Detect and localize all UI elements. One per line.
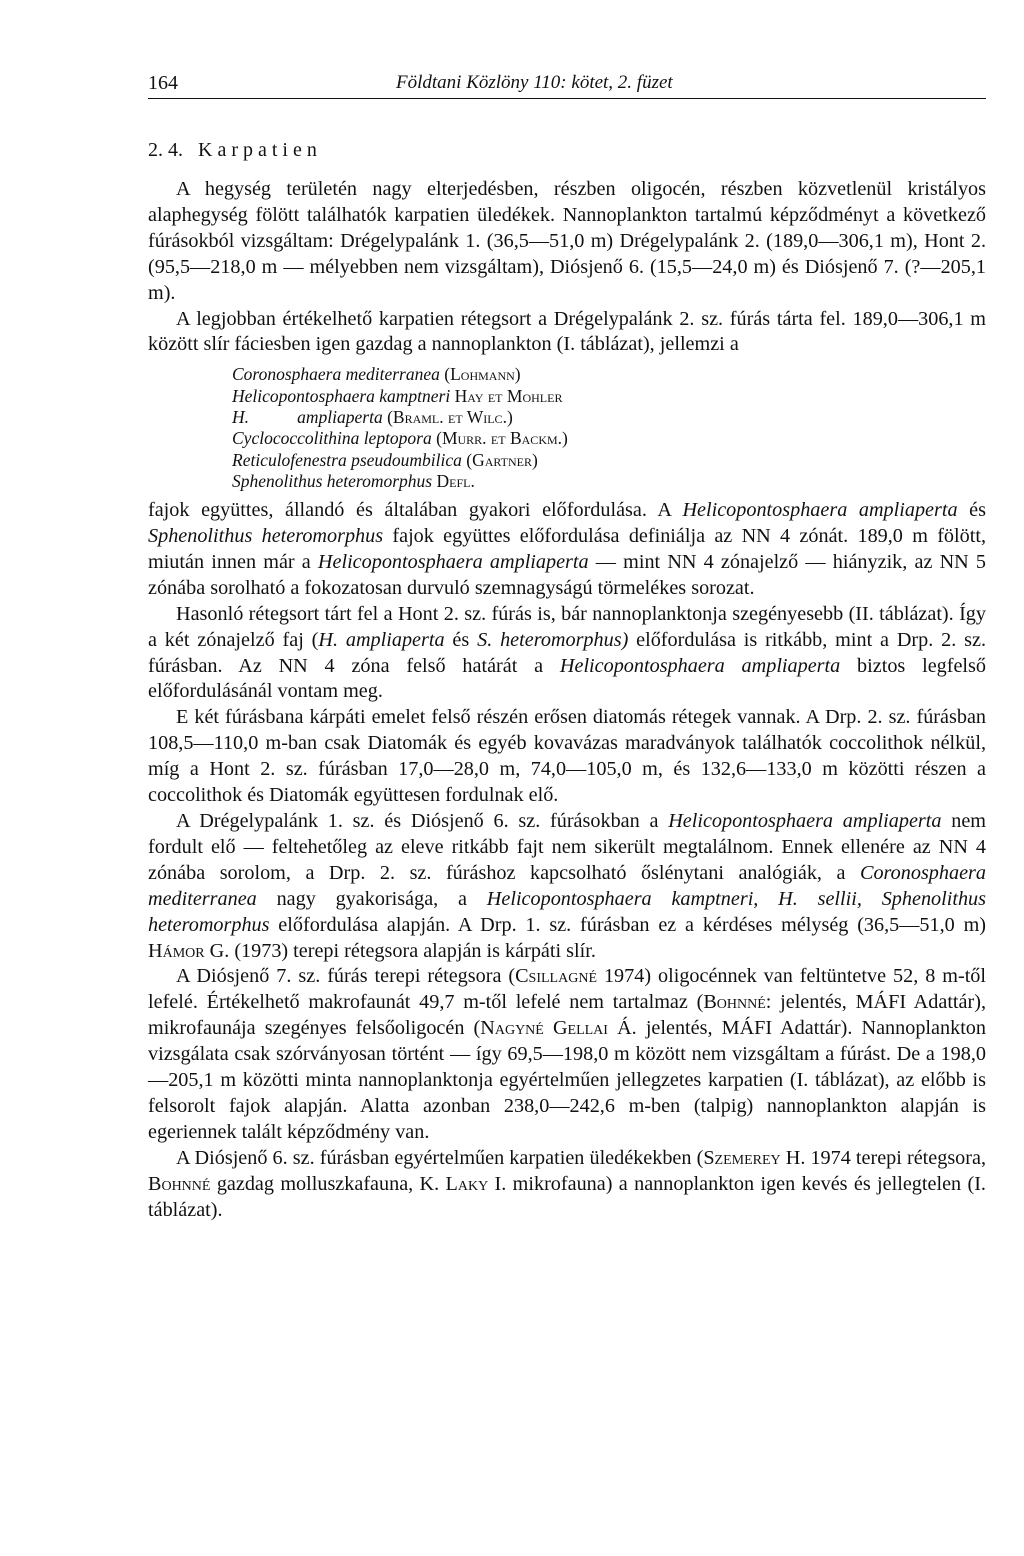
text-run: I. mikrofauna) a nannoplankton igen kevés és jellegtelen (I. táblázat). — [148, 1172, 986, 1221]
species-name: Sphenolithus heteromorphus — [148, 525, 384, 548]
species-name: H. ampliaperta — [232, 406, 383, 427]
species-item — [232, 450, 986, 471]
author-name: Laky — [445, 1172, 489, 1195]
text-run: G. (1973) terepi rétegsora alapján is kárpáti slír. — [204, 939, 596, 962]
running-title: Földtani Közlöny 110: kötet, 2. füzet — [396, 72, 673, 93]
paragraph — [148, 602, 986, 706]
text-run: H. 1974 terepi rétegsora, — [780, 1146, 987, 1169]
text-run: Á. jelentés, MÁFI Adattár). Nannoplankton vizsgálata csak szórványosan történt — így 69,5—198,0 m között nem vizsgáltam a fúrást. De a 198,0—205,1 m közötti minta nannoplanktonja egyértelműen jellegzetes karpatien (I. táblázat), az előbb is felsorolt fajok alapján. Alatta azonban 238,0—242,6 m-ben (talpig) nannoplankton alapján is egeriennek talált képződmény van. — [148, 1017, 986, 1143]
section-heading — [148, 137, 986, 163]
species-item — [232, 364, 986, 385]
author-name: Csillagné — [515, 965, 597, 988]
text-run: fajok együttes, állandó és általában gyakori előfordulása. A — [148, 499, 683, 522]
paragraph — [148, 498, 986, 602]
text-run: nagy gyakorisága, a — [256, 887, 487, 910]
species-author: Hay et Mohler — [454, 385, 563, 406]
paragraph — [148, 1146, 986, 1224]
text-run: 1974) oligocénnek van feltüntetve 52, 8 m-től lefelé. Értékelhető makrofaunát 49,7 m-től lefelé nem tartalmaz ( — [148, 965, 987, 1014]
species-author: (Lohmann) — [444, 364, 521, 385]
paragraph: A legjobban értékelhető karpatien rétegsort a Drégelypalánk 2. sz. fúrás tárta fel. 189,0—306,1 m között slír fáciesben igen gazdag a nannoplankton (I. táblázat), jellemzi a — [148, 307, 986, 356]
body-text — [148, 177, 986, 1224]
species-name: Helicopontosphaera ampliaperta — [559, 654, 841, 677]
text-run: A Drégelypalánk 1. sz. és Diósjenő 6. sz. fúrásokban a — [176, 810, 669, 832]
species-name: Cyclococcolithina leptopora — [232, 428, 432, 449]
text-run: biztos legfelső előfordulásánál vontam meg. — [148, 654, 986, 703]
text-run: : jelentés, MÁFI Adattár), mikrofaunája szegényes felsőoligocén ( — [148, 991, 986, 1040]
section-number: 2. 4. — [148, 139, 183, 161]
text-run: és — [444, 628, 478, 651]
species-item — [232, 386, 986, 407]
author-name: Bohnné — [148, 1172, 211, 1195]
text-run: nem fordult elő — feltehetőleg az eleve ritkább fajt nem sikerült megtalálnom. Ennek ellenére az NN 4 zónába sorolom, a Drp. 2. sz. fúráshoz kapcsolható őslénytani analógiák, a — [148, 810, 986, 884]
text-run: — mint NN 4 zónajelző — hiányzik, az NN 5 zónába sorolható a fokozatosan durvuló szemnagyságú törmelékes sorozat. — [148, 550, 986, 599]
text-run: előfordulása is ritkább, mint a Drp. 2. sz. fúrásban. Az NN 4 zóna felső határát a — [148, 628, 986, 677]
page-header — [148, 72, 986, 99]
text-run: Hasonló rétegsort tárt fel a Hont 2. sz. fúrás is, bár nannoplanktonja szegényesebb (II. táblázat). Így a két zónajelző faj ( — [148, 602, 986, 651]
document-page — [148, 72, 986, 1224]
paragraph: A hegység területén nagy elterjedésben, részben oligocén, részben közvetlenül kristályos alaphegység fölött találhatók karpatien üledékek. Nannoplankton tartalmú képződményt a következő fúrásokból vizsgáltam: Drégelypalánk 1. (36,5—51,0 m) Drégelypalánk 2. (189,0—306,1 m), Hont 2. (95,5—218,0 m — mélyebben nem vizsgáltam), Diósjenő 6. (15,5—24,0 m) és Diósjenő 7. (?—205,1 m). — [148, 178, 986, 304]
author-name: Hámor — [148, 939, 205, 962]
text-run: és — [957, 499, 986, 522]
species-name: H. ampliaperta — [318, 628, 445, 651]
paragraph — [148, 809, 986, 964]
species-name: S. heteromorphus) — [477, 628, 629, 651]
text-run: A Diósjenő 6. sz. fúrásban egyértelműen karpatien üledékekben ( — [176, 1146, 704, 1169]
species-name: Sphenolithus heteromorphus — [232, 470, 433, 491]
species-item — [232, 407, 986, 428]
text-run: előfordulása alapján. A Drp. 1. sz. fúrásban ez a kérdéses mélység (36,5—51,0 m) — [269, 913, 986, 936]
species-name: Coronosphaera mediterranea — [148, 861, 986, 910]
species-list — [232, 364, 986, 492]
species-name: Helicopontosphaera ampliaperta — [317, 550, 589, 573]
species-name: Helicopontosphaera ampliaperta — [668, 810, 942, 832]
text-run: fajok együttes előfordulása definiálja az NN 4 zónát. 189,0 m fölött, miután innen már a — [148, 525, 986, 573]
author-name: Nagyné Gellai — [480, 1017, 608, 1040]
section-title: Karpatien — [198, 139, 322, 161]
species-item — [232, 471, 986, 492]
species-name: Reticulofenestra pseudoumbilica — [232, 449, 462, 470]
paragraph — [148, 964, 986, 1145]
species-author: Defl. — [436, 470, 475, 491]
species-name: Coronosphaera mediterranea — [232, 364, 440, 385]
species-author: (Gartner) — [466, 449, 538, 470]
author-name: Bohnné — [703, 991, 766, 1014]
page-number: 164 — [148, 72, 178, 94]
text-run: A Diósjenő 7. sz. fúrás terepi rétegsora ( — [176, 965, 516, 988]
species-name: Helicopontosphaera kamptneri, H. sellii, Sphenolithus heteromorphus — [148, 887, 986, 936]
species-item — [232, 428, 986, 449]
species-name: Helicopontosphaera ampliaperta — [682, 499, 958, 522]
text-run: gazdag molluszkafauna, K. — [210, 1172, 446, 1195]
paragraph: E két fúrásbana kárpáti emelet felső részén erősen diatomás rétegek vannak. A Drp. 2. sz. fúrásban 108,5—110,0 m-ban csak Diatomák és egyéb kovavázas maradványok találhatók coccolithok nélkül, míg a Hont 2. sz. fúrásban 17,0—28,0 m, 74,0—105,0 m, és 132,6—133,0 m közötti részen a coccolithok és Diatomák együttesen fordulnak elő. — [148, 706, 986, 807]
species-author: (Murr. et Backm.) — [436, 428, 568, 449]
species-name: Helicopontosphaera kamptneri — [232, 385, 451, 406]
author-name: Szemerey — [703, 1146, 781, 1169]
species-author: (Braml. et Wilc.) — [387, 406, 513, 427]
